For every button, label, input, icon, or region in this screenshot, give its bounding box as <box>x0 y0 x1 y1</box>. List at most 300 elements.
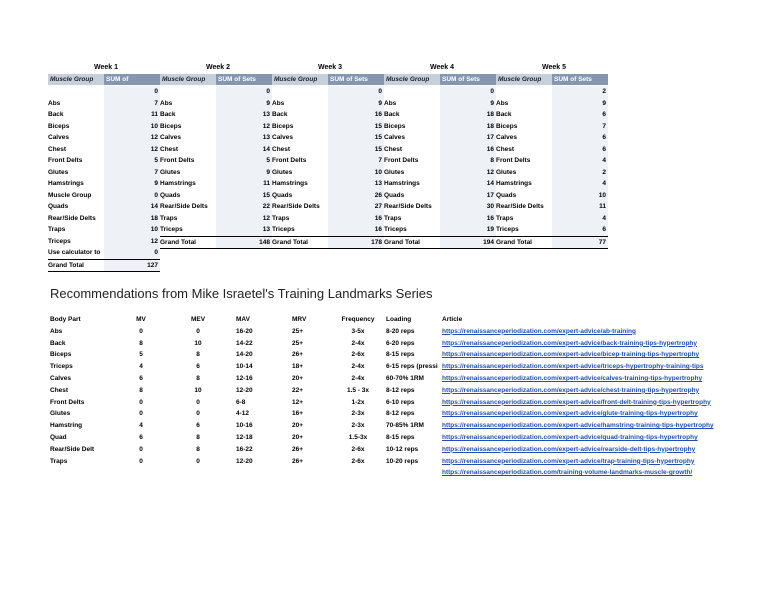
table-row[interactable] <box>496 98 608 110</box>
table-row[interactable] <box>384 178 496 190</box>
column-header[interactable]: SUM of Sets <box>440 74 496 85</box>
sum-of-sets-cell[interactable]: 17 <box>440 190 496 202</box>
muscle-group-cell[interactable]: Traps <box>272 214 290 222</box>
muscle-group-cell[interactable]: Back <box>48 111 64 118</box>
table-cell[interactable]: Biceps <box>50 351 72 359</box>
sum-of-sets-cell[interactable]: 18 <box>440 109 496 121</box>
table-cell[interactable]: 2-3x <box>351 410 365 418</box>
column-header[interactable]: MRV <box>292 316 307 323</box>
table-cell[interactable]: 14-20 <box>236 351 253 359</box>
sum-of-sets-cell[interactable]: 7 <box>104 98 160 110</box>
table-cell[interactable]: 70-85% 1RM <box>386 422 424 430</box>
table-cell[interactable]: 8 <box>196 374 200 382</box>
sum-of-sets-cell[interactable]: 9 <box>216 98 272 110</box>
table-row[interactable] <box>272 155 384 167</box>
table-cell[interactable]: 1-2x <box>351 398 365 406</box>
sum-of-sets-cell[interactable]: 178 <box>328 237 384 249</box>
table-cell[interactable]: 4 <box>139 363 143 371</box>
table-cell[interactable]: 4-12 <box>236 410 250 418</box>
table-cell[interactable]: 10-12 reps <box>386 445 419 453</box>
table-cell[interactable]: 18+ <box>292 363 304 371</box>
table-cell[interactable]: 0 <box>139 327 143 335</box>
sum-of-sets-cell[interactable]: 11 <box>216 178 272 190</box>
sum-of-sets-cell[interactable]: 0 <box>104 190 160 202</box>
sum-of-sets-cell[interactable]: 6 <box>552 224 608 236</box>
column-header[interactable]: Loading <box>386 316 412 323</box>
table-row[interactable] <box>272 109 384 121</box>
sum-of-sets-cell[interactable]: 18 <box>440 121 496 133</box>
table-row[interactable] <box>496 155 608 167</box>
table-cell[interactable]: 2-4x <box>351 339 365 347</box>
sum-of-sets-cell[interactable]: 12 <box>216 213 272 225</box>
article-link[interactable]: https://renaissanceperiodization.com/expert-advice/triceps-hypertrophy-training-tips <box>442 363 704 371</box>
table-cell[interactable]: 0 <box>196 398 200 406</box>
sum-of-sets-cell[interactable]: 13 <box>216 109 272 121</box>
table-row[interactable] <box>48 190 160 202</box>
table-row[interactable] <box>160 224 272 236</box>
table-cell[interactable]: Back <box>50 339 66 347</box>
column-header[interactable]: SUM of Sets <box>552 74 608 85</box>
table-row[interactable] <box>48 178 160 190</box>
table-cell[interactable]: 8-20 reps <box>386 327 415 335</box>
muscle-group-cell[interactable]: Abs <box>48 99 61 107</box>
sum-of-sets-cell[interactable]: 10 <box>104 224 160 236</box>
table-cell[interactable]: 0 <box>139 398 143 406</box>
sum-of-sets-cell[interactable]: 9 <box>104 178 160 190</box>
table-row[interactable] <box>272 98 384 110</box>
table-cell[interactable]: 12-18 <box>236 433 253 441</box>
muscle-group-cell[interactable]: Quads <box>48 203 69 210</box>
muscle-group-cell[interactable]: Back <box>160 111 176 118</box>
table-row[interactable] <box>272 213 384 225</box>
muscle-group-cell[interactable]: Front Delts <box>496 157 531 164</box>
table-row[interactable] <box>160 144 272 156</box>
table-cell[interactable]: 2-6x <box>351 445 365 453</box>
muscle-group-cell[interactable]: Chest <box>384 145 403 153</box>
muscle-group-cell[interactable]: Front Delts <box>48 157 83 164</box>
table-cell[interactable]: 4 <box>139 422 143 430</box>
muscle-group-cell[interactable]: Chest <box>48 145 67 153</box>
sum-of-sets-cell[interactable]: 8 <box>440 155 496 167</box>
sum-of-sets-cell[interactable]: 17 <box>440 132 496 144</box>
sum-of-sets-cell[interactable]: 27 <box>328 201 384 213</box>
sum-of-sets-cell[interactable]: 9 <box>328 98 384 110</box>
table-row[interactable] <box>160 155 272 167</box>
sum-of-sets-cell[interactable]: 0 <box>104 247 160 259</box>
table-row[interactable] <box>496 132 608 144</box>
column-header[interactable]: MEV <box>190 316 206 323</box>
muscle-group-cell[interactable]: Hamstrings <box>496 180 532 187</box>
sum-of-sets-cell[interactable]: 6 <box>552 132 608 144</box>
muscle-group-cell[interactable]: Back <box>384 111 400 118</box>
table-row[interactable] <box>384 224 496 236</box>
muscle-group-cell[interactable]: Grand Total <box>48 261 84 269</box>
grand-total-row[interactable] <box>48 259 160 273</box>
muscle-group-cell[interactable]: Chest <box>496 145 515 153</box>
table-cell[interactable]: 14-22 <box>236 339 253 347</box>
table-row[interactable] <box>160 167 272 179</box>
muscle-group-cell[interactable]: Calves <box>160 134 181 141</box>
column-header[interactable]: Muscle Group <box>48 74 104 85</box>
muscle-group-cell[interactable]: Front Delts <box>160 157 195 164</box>
table-cell[interactable]: 0 <box>196 410 200 418</box>
table-cell[interactable]: 16-20 <box>236 327 253 335</box>
table-row[interactable] <box>272 224 384 236</box>
muscle-group-cell[interactable]: Grand Total <box>272 238 308 246</box>
table-cell[interactable]: 6-8 <box>236 398 246 406</box>
muscle-group-cell[interactable] <box>496 86 552 98</box>
sum-of-sets-cell[interactable]: 22 <box>216 201 272 213</box>
table-row[interactable] <box>160 201 272 213</box>
muscle-group-cell[interactable]: Muscle Group <box>48 191 92 199</box>
sum-of-sets-cell[interactable]: 2 <box>552 167 608 179</box>
table-cell[interactable]: Calves <box>50 374 71 382</box>
table-row[interactable] <box>272 121 384 133</box>
article-link[interactable]: https://renaissanceperiodization.com/expert-advice/hamstring-training-tips-hypertrophy <box>442 422 714 430</box>
table-cell[interactable]: 8 <box>196 433 200 441</box>
table-row[interactable] <box>48 132 160 144</box>
sum-of-sets-cell[interactable]: 16 <box>440 213 496 225</box>
sum-of-sets-cell[interactable]: 16 <box>328 224 384 236</box>
article-link[interactable]: https://renaissanceperiodization.com/expert-advice/bicep-training-tips-hypertrophy <box>442 351 700 359</box>
table-cell[interactable]: 8 <box>139 386 143 394</box>
table-cell[interactable]: Quad <box>50 433 67 441</box>
column-header[interactable]: Muscle Group <box>384 74 440 85</box>
table-row[interactable] <box>272 190 384 202</box>
muscle-group-cell[interactable]: Quads <box>160 191 181 199</box>
table-cell[interactable]: 25+ <box>292 339 304 347</box>
table-cell[interactable]: 0 <box>139 410 143 418</box>
table-row[interactable] <box>160 190 272 202</box>
table-cell[interactable]: 6 <box>196 363 200 371</box>
muscle-group-cell[interactable]: Grand Total <box>384 238 420 246</box>
table-row[interactable] <box>160 109 272 121</box>
column-header[interactable]: Body Part <box>50 316 81 323</box>
table-cell[interactable]: 2-6x <box>351 457 365 465</box>
grand-total-row[interactable] <box>384 236 496 250</box>
table-row[interactable] <box>48 109 160 121</box>
table-cell[interactable]: 2-3x <box>351 422 365 430</box>
sum-of-sets-cell[interactable]: 13 <box>216 224 272 236</box>
table-cell[interactable]: 8 <box>196 351 200 359</box>
table-row[interactable] <box>496 213 608 225</box>
table-cell[interactable]: 12-20 <box>236 386 253 394</box>
table-cell[interactable]: 20+ <box>292 374 304 382</box>
sum-of-sets-cell[interactable]: 16 <box>328 213 384 225</box>
table-row[interactable] <box>496 178 608 190</box>
muscle-group-cell[interactable]: Abs <box>160 99 173 107</box>
table-row[interactable] <box>48 247 160 259</box>
muscle-group-cell[interactable]: Hamstrings <box>160 180 196 187</box>
muscle-group-cell[interactable]: Hamstrings <box>272 180 308 187</box>
column-header[interactable]: Article <box>442 316 463 323</box>
sum-of-sets-cell[interactable]: 6 <box>552 109 608 121</box>
table-row[interactable] <box>384 121 496 133</box>
table-cell[interactable]: 5 <box>139 351 143 359</box>
sum-of-sets-cell[interactable]: 7 <box>104 167 160 179</box>
sum-of-sets-cell[interactable]: 14 <box>440 178 496 190</box>
sum-of-sets-cell[interactable]: 127 <box>104 260 160 272</box>
grand-total-row[interactable] <box>160 236 272 250</box>
muscle-group-cell[interactable]: Triceps <box>48 237 71 245</box>
table-row[interactable] <box>496 144 608 156</box>
table-row[interactable] <box>496 109 608 121</box>
sum-of-sets-cell[interactable]: 9 <box>552 98 608 110</box>
sum-of-sets-cell[interactable]: 7 <box>552 121 608 133</box>
muscle-group-cell[interactable]: Abs <box>496 99 509 107</box>
sum-of-sets-cell[interactable]: 12 <box>440 167 496 179</box>
table-cell[interactable]: 10-14 <box>236 363 253 371</box>
table-row[interactable] <box>160 213 272 225</box>
sum-of-sets-cell[interactable]: 15 <box>328 132 384 144</box>
article-link[interactable]: https://renaissanceperiodization.com/expert-advice/trap-training-tips-hypertrophy <box>442 457 695 465</box>
table-row[interactable] <box>384 98 496 110</box>
sum-of-sets-cell[interactable]: 9 <box>216 167 272 179</box>
muscle-group-cell[interactable]: Glutes <box>384 168 405 176</box>
muscle-group-cell[interactable] <box>384 86 440 98</box>
table-cell[interactable]: 12-16 <box>236 374 253 382</box>
column-header[interactable]: Muscle Group <box>272 74 328 85</box>
muscle-group-cell[interactable]: Calves <box>384 134 405 141</box>
sum-of-sets-cell[interactable]: 0 <box>216 86 272 98</box>
sum-of-sets-cell[interactable]: 14 <box>216 144 272 156</box>
table-cell[interactable]: Rear/Side Delt <box>50 445 95 453</box>
muscle-group-cell[interactable]: Traps <box>384 214 402 222</box>
table-cell[interactable]: 16+ <box>292 410 304 418</box>
table-cell[interactable]: 2-4x <box>351 374 365 382</box>
table-cell[interactable]: 26+ <box>292 445 304 453</box>
muscle-group-cell[interactable]: Biceps <box>160 122 182 130</box>
sum-of-sets-cell[interactable]: 13 <box>328 178 384 190</box>
muscle-group-cell[interactable]: Calves <box>496 134 517 141</box>
sum-of-sets-cell[interactable]: 15 <box>216 190 272 202</box>
table-row[interactable] <box>384 213 496 225</box>
table-row[interactable] <box>160 121 272 133</box>
table-row[interactable] <box>160 132 272 144</box>
article-link[interactable]: https://renaissanceperiodization.com/expert-advice/quad-training-tips-hypertrophy <box>442 433 698 441</box>
muscle-group-cell[interactable]: Biceps <box>496 122 518 130</box>
sum-of-sets-cell[interactable]: 9 <box>440 98 496 110</box>
muscle-group-cell[interactable] <box>160 86 216 98</box>
table-row[interactable] <box>272 132 384 144</box>
table-row[interactable] <box>496 86 608 98</box>
table-row[interactable] <box>272 167 384 179</box>
table-row[interactable] <box>496 224 608 236</box>
muscle-group-cell[interactable]: Glutes <box>272 168 293 176</box>
muscle-group-cell[interactable]: Rear/Side Delts <box>384 203 432 210</box>
table-row[interactable] <box>272 178 384 190</box>
muscle-group-cell[interactable]: Triceps <box>160 226 183 233</box>
muscle-group-cell[interactable]: Quads <box>496 191 517 199</box>
sum-of-sets-cell[interactable]: 18 <box>104 213 160 225</box>
article-link[interactable]: https://renaissanceperiodization.com/expert-advice/chest-training-tips-hypertrophy <box>442 386 700 394</box>
sum-of-sets-cell[interactable]: 194 <box>440 237 496 249</box>
muscle-group-cell[interactable]: Grand Total <box>160 238 196 246</box>
grand-total-row[interactable] <box>272 236 384 250</box>
table-row[interactable] <box>160 178 272 190</box>
column-header[interactable]: SUM of Sets <box>328 74 384 85</box>
sum-of-sets-cell[interactable]: 10 <box>552 190 608 202</box>
sum-of-sets-cell[interactable]: 16 <box>440 144 496 156</box>
sum-of-sets-cell[interactable]: 10 <box>104 121 160 133</box>
table-cell[interactable]: 26+ <box>292 457 304 465</box>
table-row[interactable] <box>384 167 496 179</box>
table-row[interactable] <box>48 213 160 225</box>
muscle-group-cell[interactable]: Traps <box>496 214 514 222</box>
table-cell[interactable]: 10-16 <box>236 422 253 430</box>
table-cell[interactable]: 6-15 reps (pressi <box>386 363 438 371</box>
muscle-group-cell[interactable]: Glutes <box>48 168 69 176</box>
sum-of-sets-cell[interactable]: 4 <box>552 155 608 167</box>
table-cell[interactable]: Front Delts <box>50 398 85 406</box>
sum-of-sets-cell[interactable]: 6 <box>552 144 608 156</box>
muscle-group-cell[interactable]: Quads <box>272 191 293 199</box>
muscle-group-cell[interactable]: Rear/Side Delts <box>160 203 208 210</box>
sum-of-sets-cell[interactable]: 11 <box>552 201 608 213</box>
column-header[interactable]: MV <box>136 316 146 323</box>
sum-of-sets-cell[interactable]: 2 <box>552 86 608 98</box>
table-cell[interactable]: 10 <box>194 386 202 394</box>
muscle-group-cell[interactable]: Biceps <box>384 122 406 130</box>
table-cell[interactable]: 2-4x <box>351 363 365 371</box>
muscle-group-cell[interactable]: Rear/Side Delts <box>48 214 96 222</box>
table-cell[interactable]: 22+ <box>292 386 304 394</box>
muscle-group-cell[interactable]: Chest <box>272 145 291 153</box>
table-row[interactable] <box>48 121 160 133</box>
sum-of-sets-cell[interactable]: 10 <box>328 167 384 179</box>
table-row[interactable] <box>160 86 272 98</box>
sum-of-sets-cell[interactable]: 14 <box>104 201 160 213</box>
table-cell[interactable]: 0 <box>139 457 143 465</box>
table-cell[interactable]: Abs <box>50 327 63 335</box>
muscle-group-cell[interactable]: Traps <box>48 226 66 233</box>
table-cell[interactable]: 8-15 reps <box>386 351 415 359</box>
article-link[interactable]: https://renaissanceperiodization.com/training-volume-landmarks-muscle-growth/ <box>442 469 693 477</box>
table-cell[interactable]: 6-20 reps <box>386 339 415 347</box>
sum-of-sets-cell[interactable]: 4 <box>552 213 608 225</box>
table-row[interactable] <box>496 201 608 213</box>
table-cell[interactable]: 25+ <box>292 327 304 335</box>
sum-of-sets-cell[interactable]: 12 <box>104 236 160 248</box>
sum-of-sets-cell[interactable]: 0 <box>104 86 160 98</box>
table-row[interactable] <box>384 201 496 213</box>
grand-total-row[interactable] <box>496 236 608 250</box>
sum-of-sets-cell[interactable]: 13 <box>216 132 272 144</box>
table-cell[interactable]: 3-5x <box>351 327 365 335</box>
table-cell[interactable]: Glutes <box>50 410 71 418</box>
table-row[interactable] <box>272 201 384 213</box>
muscle-group-cell[interactable]: Hamstrings <box>48 180 84 187</box>
table-cell[interactable]: 0 <box>196 457 200 465</box>
sum-of-sets-cell[interactable]: 12 <box>104 144 160 156</box>
muscle-group-cell[interactable]: Calves <box>48 134 69 141</box>
table-cell[interactable]: Triceps <box>50 363 73 371</box>
muscle-group-cell[interactable]: Traps <box>160 214 178 222</box>
table-cell[interactable]: 6-10 reps <box>386 398 415 406</box>
muscle-group-cell[interactable]: Biceps <box>48 122 70 130</box>
table-cell[interactable]: 12-20 <box>236 457 253 465</box>
table-cell[interactable]: 6 <box>196 422 200 430</box>
muscle-group-cell[interactable] <box>48 86 104 98</box>
muscle-group-cell[interactable]: Glutes <box>496 168 517 176</box>
table-cell[interactable]: Traps <box>50 457 68 465</box>
table-cell[interactable]: 8 <box>196 445 200 453</box>
sum-of-sets-cell[interactable]: 26 <box>328 190 384 202</box>
table-cell[interactable]: 1.5-3x <box>348 433 368 441</box>
sum-of-sets-cell[interactable]: 16 <box>328 109 384 121</box>
table-cell[interactable]: 6 <box>139 374 143 382</box>
article-link[interactable]: https://renaissanceperiodization.com/expert-advice/back-training-tips-hypertrophy <box>442 339 697 347</box>
muscle-group-cell[interactable]: Abs <box>384 99 397 107</box>
table-cell[interactable]: 10 <box>194 339 202 347</box>
sum-of-sets-cell[interactable]: 77 <box>552 237 608 249</box>
muscle-group-cell[interactable]: Calves <box>272 134 293 141</box>
table-cell[interactable]: 2-6x <box>351 351 365 359</box>
muscle-group-cell[interactable]: Glutes <box>160 168 181 176</box>
sum-of-sets-cell[interactable]: 11 <box>104 109 160 121</box>
sum-of-sets-cell[interactable]: 5 <box>216 155 272 167</box>
column-header[interactable]: Frequency <box>341 316 375 323</box>
muscle-group-cell[interactable]: Quads <box>384 191 405 199</box>
table-row[interactable] <box>160 98 272 110</box>
column-header[interactable]: Muscle Group <box>496 74 552 85</box>
muscle-group-cell[interactable]: Abs <box>272 99 285 107</box>
muscle-group-cell[interactable]: Chest <box>160 145 179 153</box>
table-cell[interactable]: 6 <box>139 433 143 441</box>
table-cell[interactable]: 8 <box>139 339 143 347</box>
table-row[interactable] <box>496 167 608 179</box>
article-link[interactable]: https://renaissanceperiodization.com/expert-advice/ab-training <box>442 327 636 335</box>
sum-of-sets-cell[interactable]: 0 <box>440 86 496 98</box>
table-row[interactable] <box>384 109 496 121</box>
muscle-group-cell[interactable]: Grand Total <box>496 238 532 246</box>
article-link[interactable]: https://renaissanceperiodization.com/expert-advice/rearside-delt-tips-hypertrophy <box>442 445 696 453</box>
sum-of-sets-cell[interactable]: 12 <box>216 121 272 133</box>
muscle-group-cell[interactable]: Rear/Side Delts <box>496 203 544 210</box>
table-cell[interactable]: 8-15 reps <box>386 433 415 441</box>
table-row[interactable] <box>384 190 496 202</box>
table-row[interactable] <box>48 167 160 179</box>
table-cell[interactable]: 0 <box>196 327 200 335</box>
sum-of-sets-cell[interactable]: 19 <box>440 224 496 236</box>
table-row[interactable] <box>496 121 608 133</box>
muscle-group-cell[interactable]: Hamstrings <box>384 180 420 187</box>
muscle-group-cell[interactable]: Back <box>272 111 288 118</box>
table-row[interactable] <box>48 155 160 167</box>
muscle-group-cell[interactable]: Back <box>496 111 512 118</box>
sum-of-sets-cell[interactable]: 4 <box>552 178 608 190</box>
table-cell[interactable]: 60-70% 1RM <box>386 374 424 382</box>
column-header[interactable]: SUM of Sets <box>216 74 272 85</box>
table-cell[interactable]: Chest <box>50 386 69 394</box>
muscle-group-cell[interactable] <box>272 86 328 98</box>
muscle-group-cell[interactable]: Triceps <box>384 226 407 233</box>
column-header[interactable]: MAV <box>236 316 250 323</box>
sum-of-sets-cell[interactable]: 5 <box>104 155 160 167</box>
muscle-group-cell[interactable]: Triceps <box>272 226 295 233</box>
sum-of-sets-cell[interactable]: 15 <box>328 144 384 156</box>
table-row[interactable] <box>48 201 160 213</box>
sum-of-sets-cell[interactable]: 12 <box>104 132 160 144</box>
article-link[interactable]: https://renaissanceperiodization.com/expert-advice/calves-training-tips-hypertrophy <box>442 374 703 382</box>
column-header[interactable]: Muscle Group <box>160 74 216 85</box>
table-row[interactable] <box>48 224 160 236</box>
muscle-group-cell[interactable]: Front Delts <box>384 157 419 164</box>
table-row[interactable] <box>496 190 608 202</box>
table-row[interactable] <box>384 132 496 144</box>
muscle-group-cell[interactable]: Use calculator to <box>48 249 101 256</box>
table-cell[interactable]: 1.5 - 3x <box>346 386 370 394</box>
